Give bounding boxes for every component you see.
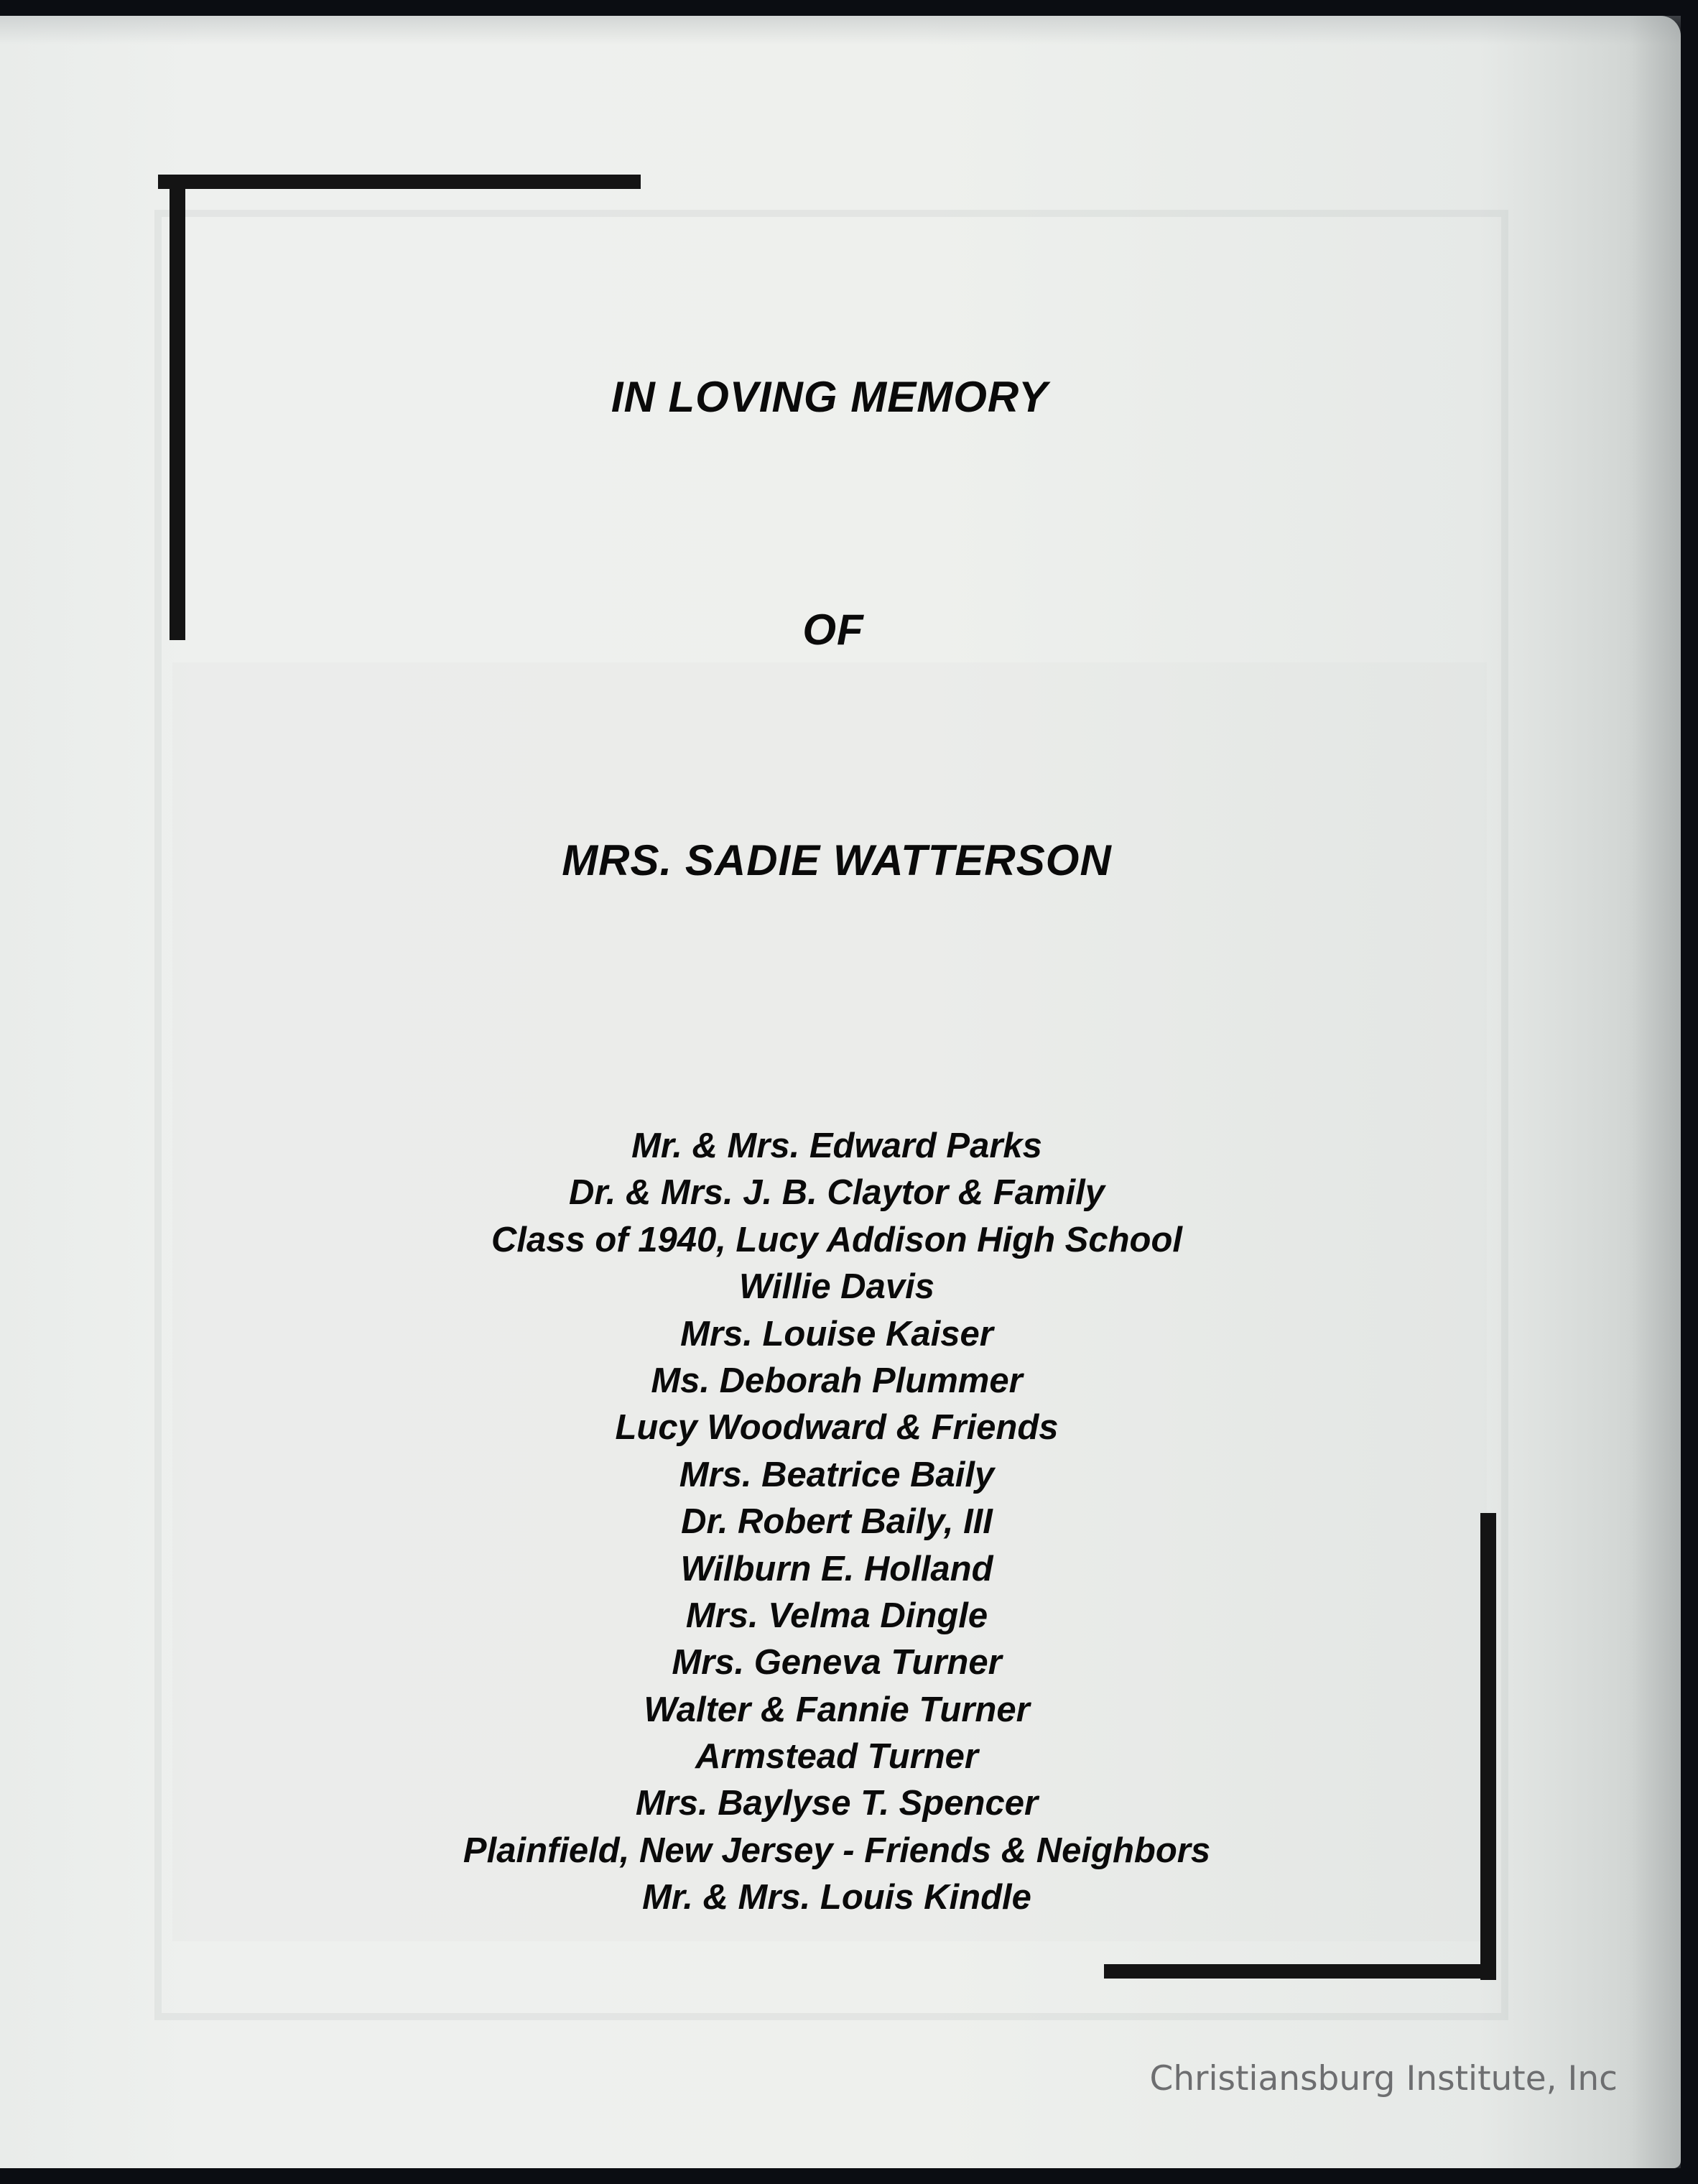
list-item: Mrs. Baylyse T. Spencer xyxy=(635,1784,1039,1823)
donor-list xyxy=(0,1123,1674,1922)
list-item: Mrs. Beatrice Baily xyxy=(679,1455,995,1494)
list-item: Willie Davis xyxy=(739,1267,934,1307)
memorial-heading: IN LOVING MEMORY xyxy=(611,373,1049,421)
list-item: Wilburn E. Holland xyxy=(680,1549,993,1588)
watermark-text: Christiansburg Institute, Inc xyxy=(1149,2059,1618,2099)
bottom-right-bracket-horizontal xyxy=(1104,1964,1496,1979)
list-item: Plainfield, New Jersey - Friends & Neighbors xyxy=(463,1831,1211,1870)
page-top-shadow xyxy=(0,16,1681,45)
list-item: Lucy Woodward & Friends xyxy=(615,1408,1059,1448)
list-item: Mrs. Velma Dingle xyxy=(685,1596,988,1635)
honoree-name: MRS. SADIE WATTERSON xyxy=(562,836,1112,884)
list-item: Armstead Turner xyxy=(695,1737,978,1777)
list-item: Dr. Robert Baily, III xyxy=(681,1502,993,1542)
list-item: Mrs. Louise Kaiser xyxy=(680,1314,993,1354)
list-item: Ms. Deborah Plummer xyxy=(651,1361,1023,1400)
list-item: Walter & Fannie Turner xyxy=(644,1690,1030,1729)
list-item: Mr. & Mrs. Edward Parks xyxy=(631,1126,1042,1165)
top-left-bracket-horizontal xyxy=(158,175,641,189)
list-item: Class of 1940, Lucy Addison High School xyxy=(491,1220,1183,1259)
list-item: Dr. & Mrs. J. B. Claytor & Family xyxy=(568,1173,1105,1213)
memorial-heading-of: OF xyxy=(802,606,864,654)
list-item: Mrs. Geneva Turner xyxy=(672,1643,1002,1683)
list-item: Mr. & Mrs. Louis Kindle xyxy=(642,1878,1031,1917)
